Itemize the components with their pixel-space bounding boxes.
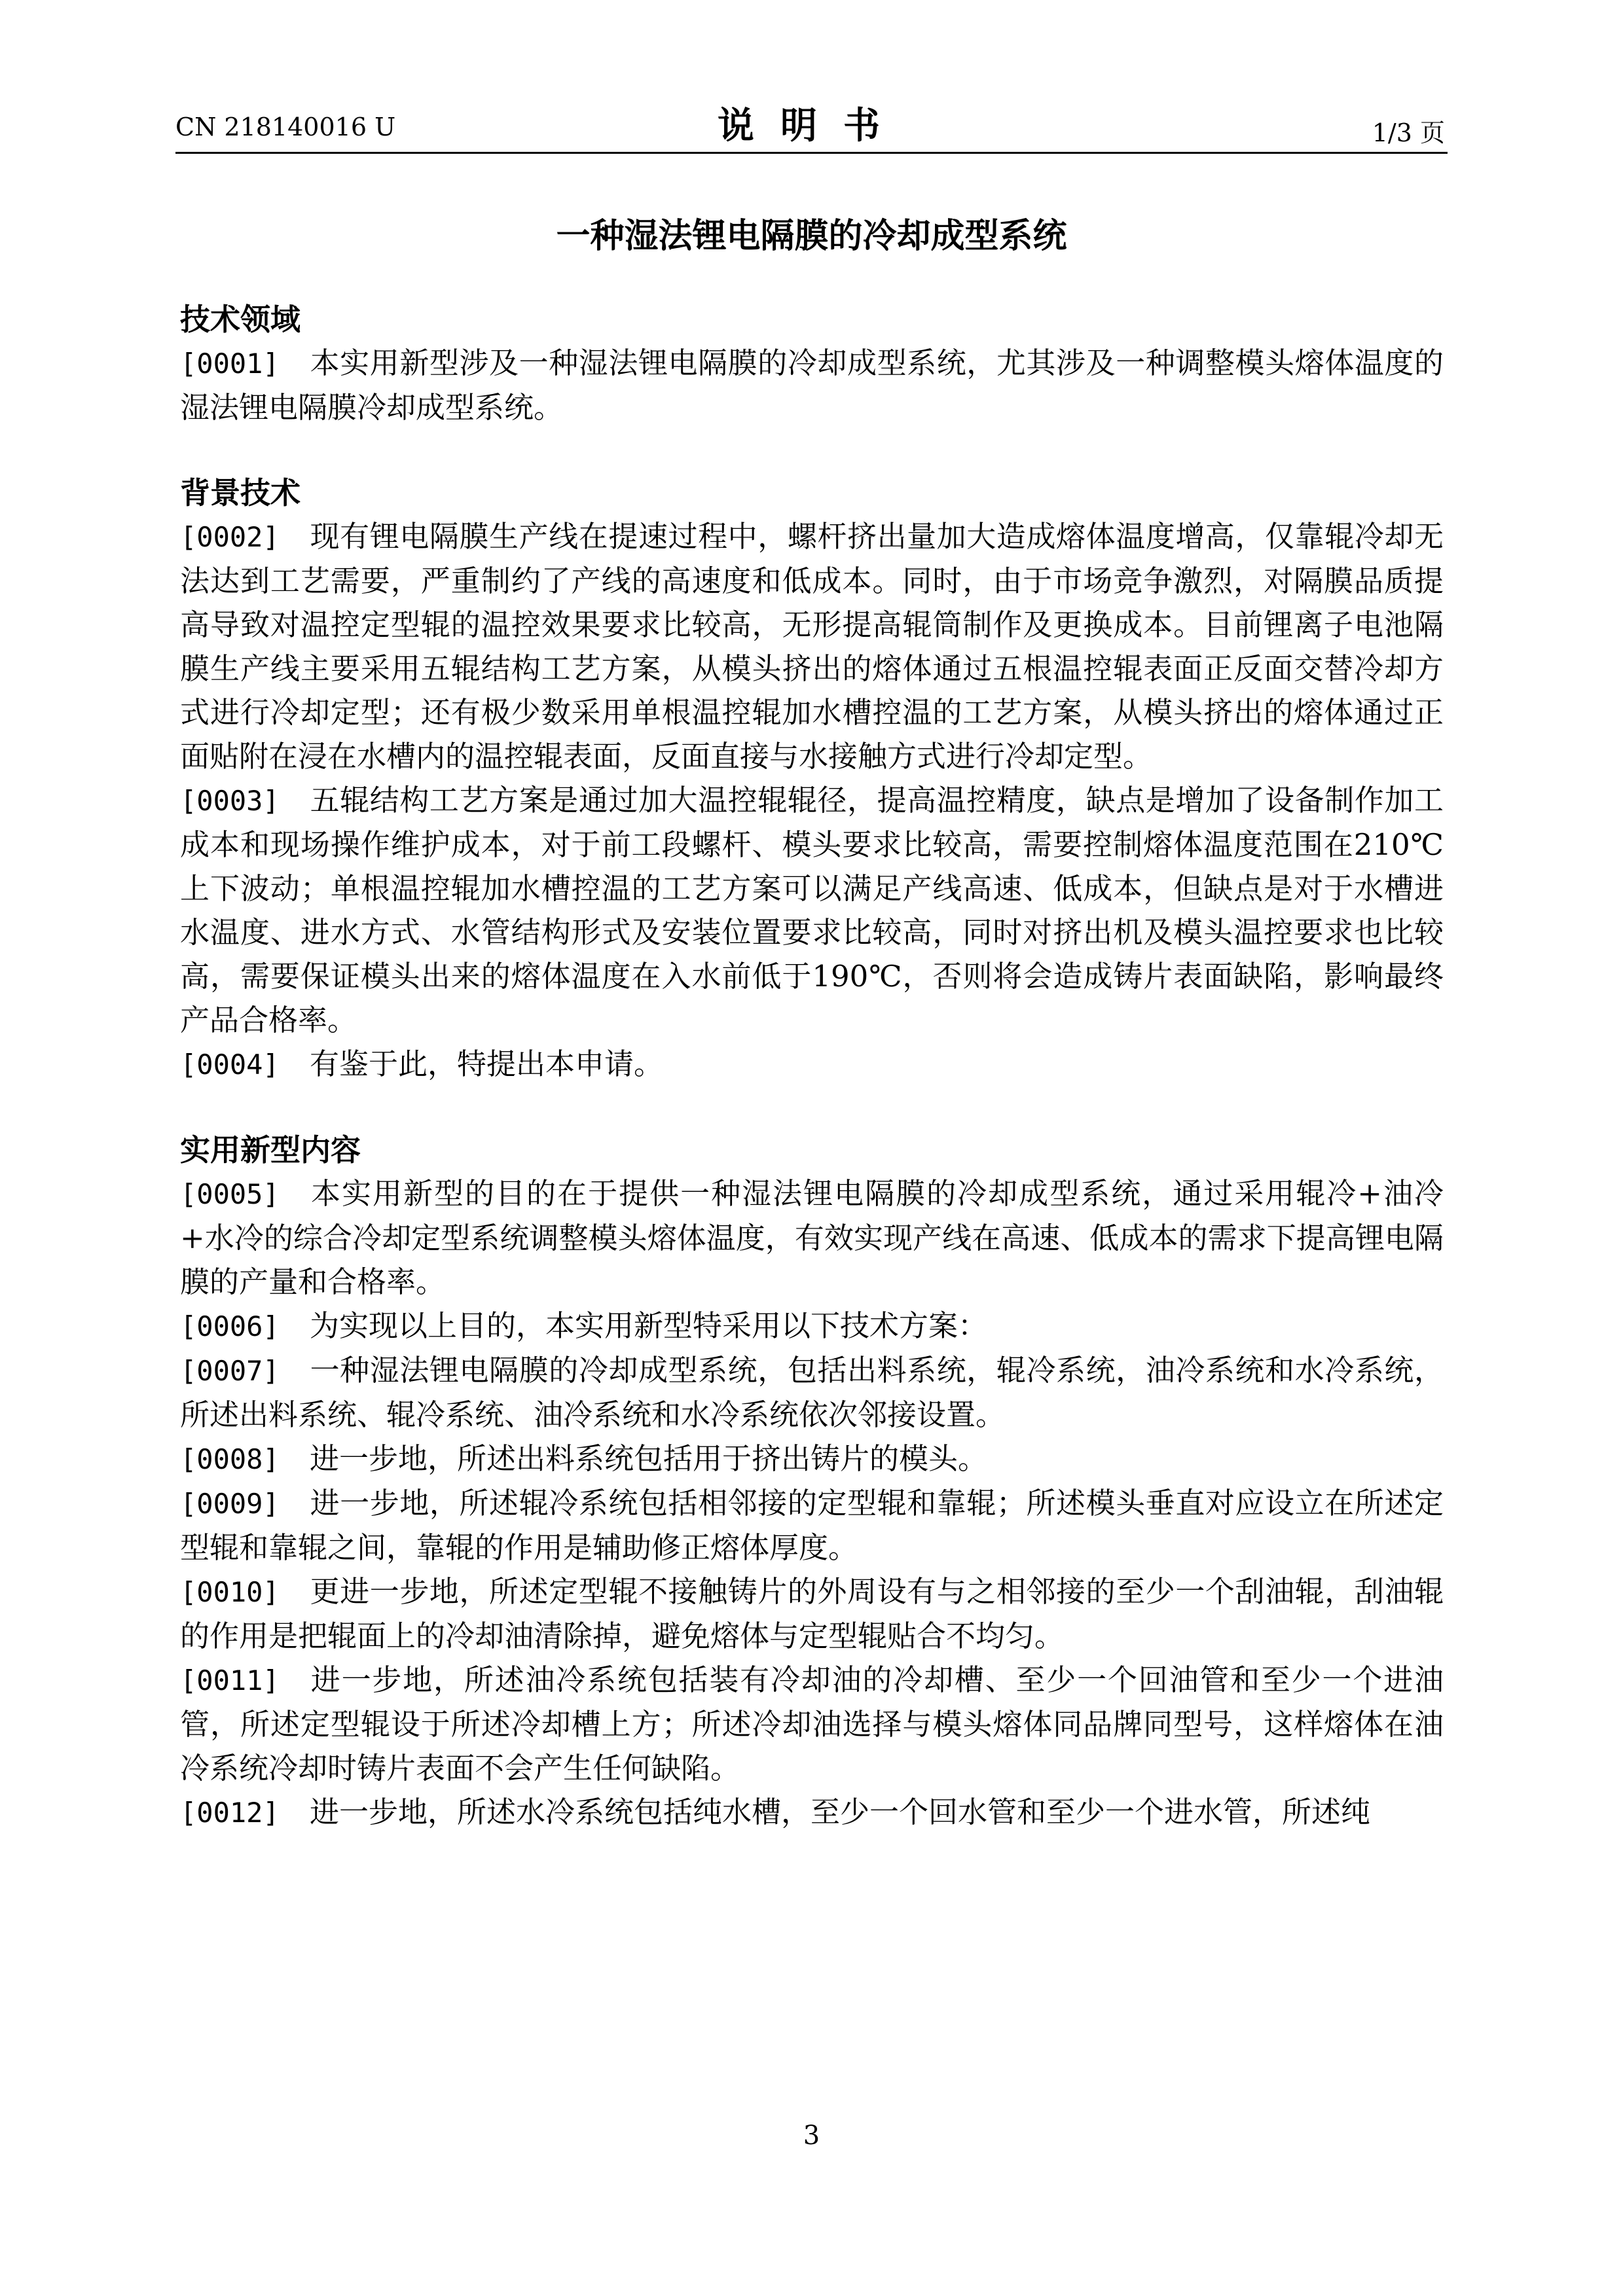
paragraph-text: 为实现以上目的，本实用新型特采用以下技术方案： [310,1308,988,1343]
paragraph-text: 现有锂电隔膜生产线在提速过程中，螺杆挤出量加大造成熔体温度增高，仅靠辊冷却无法达到工艺需要，严重制约了产线的高速度和低成本。同时，由于市场竞争激烈，对隔膜品质提高导致对温控定型辊的温控效果要求比较高，无形提高辊筒制作及更换成本。目前锂离子电池隔膜生产线主要采用五辊结构工艺方案，从模头挤出的熔体通过五根温控辊表面正反面交替冷却方式进行冷却定型；还有极少数采用单根温控辊加水槽控温的工艺方案，从模头挤出的熔体通过正面贴附在浸在水槽内的温控辊表面，反面直接与水接触方式进行冷却定型。 [180,519,1444,774]
page-number: 3 [803,2121,820,2151]
paragraph-number: [0012] [180,1797,280,1829]
document-body [180,298,1444,1835]
paragraph-text: 有鉴于此，特提出本申请。 [310,1047,664,1081]
paragraph-text: 进一步地，所述出料系统包括用于挤出铸片的模头。 [310,1441,988,1476]
paragraph [180,1481,1444,1570]
paragraph-number: [0009] [180,1488,280,1520]
paragraph-number: [0001] [180,348,280,380]
paragraph-text: 进一步地，所述油冷系统包括装有冷却油的冷却槽、至少一个回油管和至少一个进油管，所述定型辊设于所述冷却槽上方；所述冷却油选择与模头熔体同品牌同型号，这样熔体在油冷系统冷却时铸片表面不会产生任何缺陷。 [180,1662,1444,1785]
paragraph-number: [0003] [180,785,280,817]
paragraph [180,514,1444,778]
paragraph-number: [0010] [180,1576,280,1608]
section-heading: 实用新型内容 [180,1132,361,1168]
paragraph [180,341,1444,429]
paragraph [180,1348,1444,1437]
paragraph [180,1172,1444,1304]
paragraph-text: 进一步地，所述水冷系统包括纯水槽，至少一个回水管和至少一个进水管，所述纯 [310,1795,1371,1829]
section-heading: 技术领域 [180,302,301,337]
paragraph [180,1658,1444,1790]
section-heading: 背景技术 [180,475,301,511]
paragraph-text: 本实用新型涉及一种湿法锂电隔膜的冷却成型系统，尤其涉及一种调整模头熔体温度的湿法锂电隔膜冷却成型系统。 [180,346,1444,425]
paragraph [180,1570,1444,1658]
paragraph-number: [0004] [180,1049,280,1081]
paragraph-text: 更进一步地，所述定型辊不接触铸片的外周设有与之相邻接的至少一个刮油辊，刮油辊的作用是把辊面上的冷却油清除掉，避免熔体与定型辊贴合不均匀。 [180,1574,1444,1653]
paragraph-number: [0006] [180,1310,280,1342]
paragraph-number: [0008] [180,1443,280,1475]
header-divider [175,152,1448,154]
paragraph-number: [0011] [180,1664,280,1696]
paragraph [180,1042,1444,1086]
paragraph-text: 一种湿法锂电隔膜的冷却成型系统，包括出料系统，辊冷系统，油冷系统和水冷系统，所述出料系统、辊冷系统、油冷系统和水冷系统依次邻接设置。 [180,1353,1444,1432]
paragraph-number: [0005] [180,1178,280,1210]
document-title: 一种湿法锂电隔膜的冷却成型系统 [556,216,1067,256]
paragraph-text: 五辊结构工艺方案是通过加大温控辊辊径，提高温控精度，缺点是增加了设备制作加工成本和现场操作维护成本，对于前工段螺杆、模头要求比较高，需要控制熔体温度范围在210℃上下波动；单根温控辊加水槽控温的工艺方案可以满足产线高速、低成本，但缺点是对于水槽进水温度、进水方式、水管结构形式及安装位置要求比较高，同时对挤出机及模头温控要求也比较高，需要保证模头出来的熔体温度在入水前低于190℃，否则将会造成铸片表面缺陷，影响最终产品合格率。 [180,783,1444,1037]
paragraph [180,778,1444,1042]
paragraph [180,1437,1444,1481]
paragraph-text: 进一步地，所述辊冷系统包括相邻接的定型辊和靠辊；所述模头垂直对应设立在所述定型辊和靠辊之间，靠辊的作用是辅助修正熔体厚度。 [180,1486,1444,1565]
paragraph-number: [0002] [180,521,280,553]
publication-number: CN 218140016 U [175,113,396,141]
paragraph [180,1790,1444,1835]
paragraph-text: 本实用新型的目的在于提供一种湿法锂电隔膜的冷却成型系统，通过采用辊冷+油冷+水冷的综合冷却定型系统调整模头熔体温度，有效实现产线在高速、低成本的需求下提高锂电隔膜的产量和合格率。 [180,1176,1444,1299]
page-info: 1/3 页 [1372,118,1445,147]
paragraph [180,1304,1444,1348]
document-type: 说明书 [718,104,906,147]
paragraph-number: [0007] [180,1355,280,1387]
